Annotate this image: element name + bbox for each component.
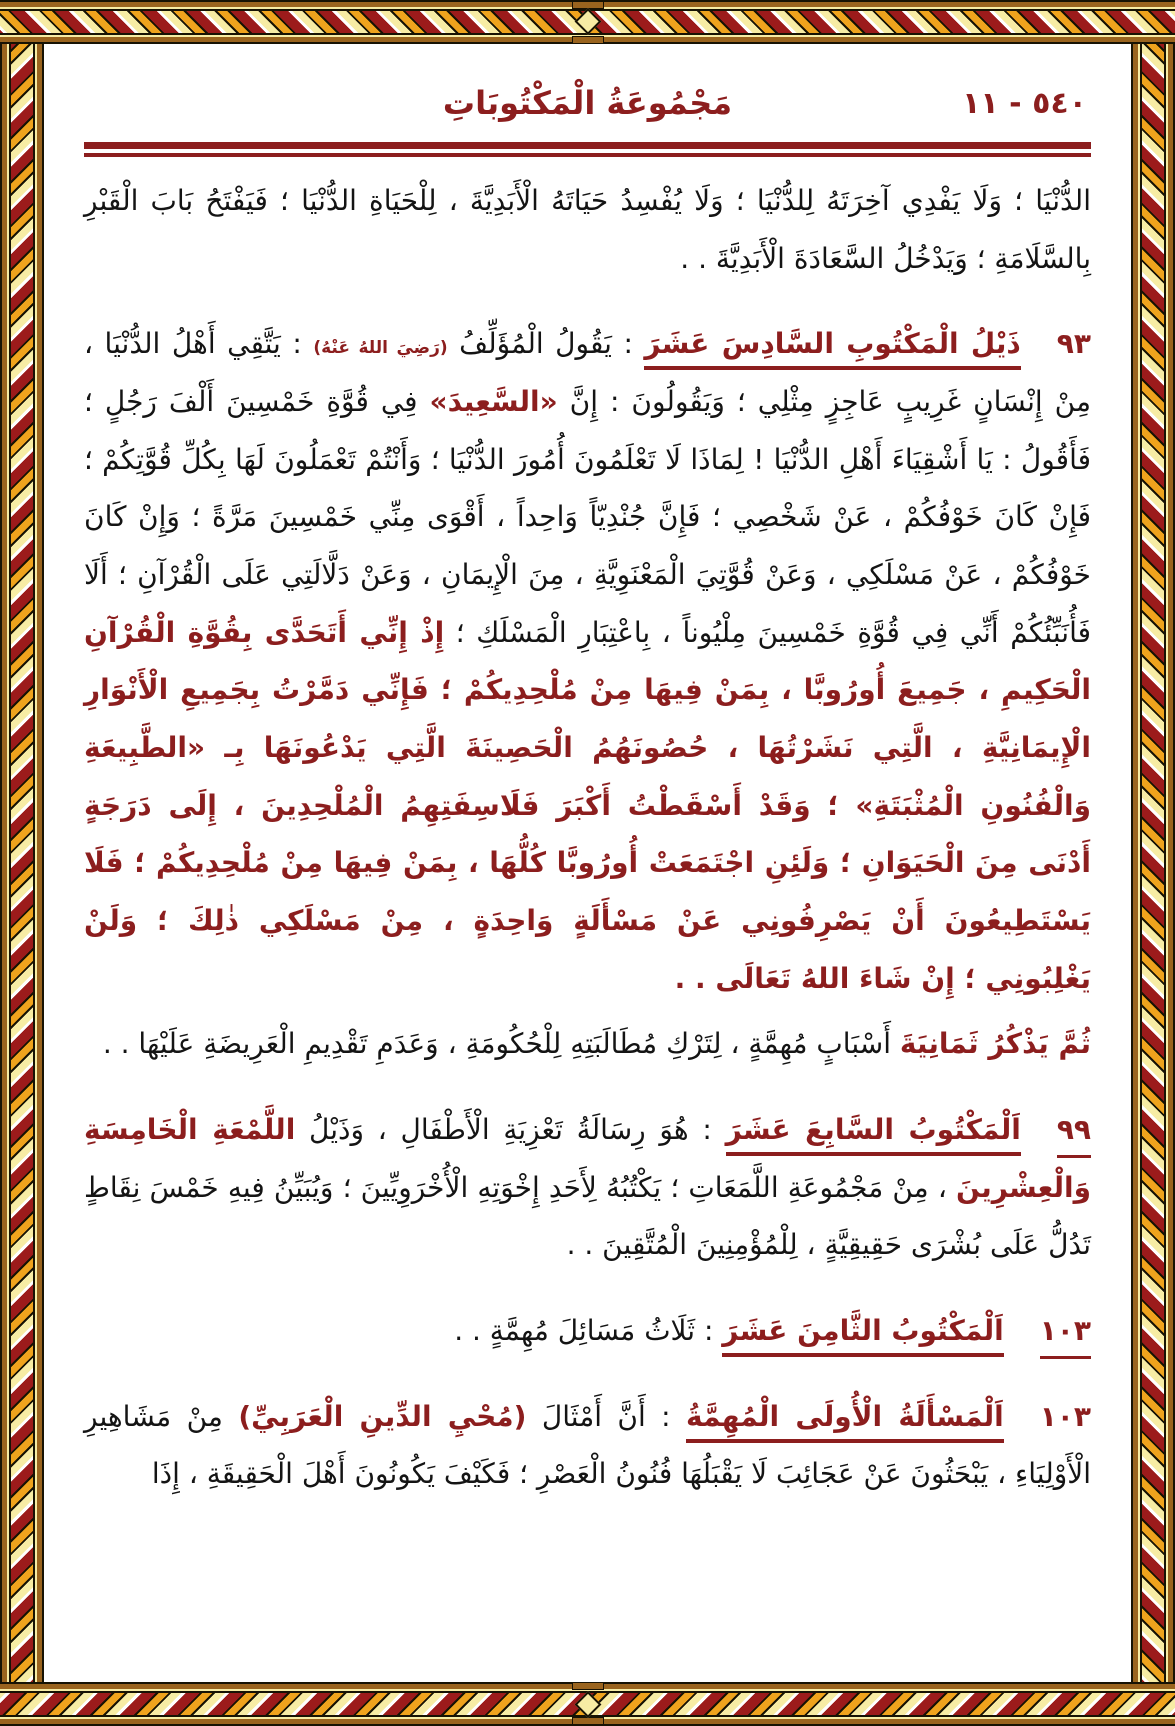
page-number: ٥٤٠ - ١١ [962,86,1087,121]
border-right-band [1131,0,1175,1726]
border-left-band [0,0,44,1726]
book-title: مَجْمُوعَةُ الْمَكْتُوبَاتِ [442,84,733,122]
paragraph [84,172,1091,287]
border-top-tab-inner [572,36,604,44]
item-paragraph [84,1302,1091,1360]
text-segment: اللَّمْعَةِ الْخَامِسَةِ وَالْعِشْرِينَ [84,1113,1091,1204]
text-segment: : يَتَّقِي أَهْلُ الدُّنْيَا ، مِنْ إِنْسَانٍ غَرِيبٍ عَاجِزٍ مِثْلِي ؛ وَيَقُولُونَ : إِنَّ [84,327,1091,419]
header-divider-double-rule [84,142,1091,158]
text-segment: أَسْبَابٍ مُهِمَّةٍ ، لِتَرْكِ مُطَالَبَتِهِ لِلْحُكُومَةِ ، وَعَدَمِ تَقْدِيمِ الْعَرِيضَةِ عَلَيْهَا . . [102,1027,900,1061]
item-paragraph [84,1388,1091,1503]
text-segment: فِي قُوَّةِ خَمْسِينَ أَلْفَ رَجُلٍ ؛ فَأَقُولُ : يَا أَشْقِيَاءَ أَهْلِ الدُّنْيَا ! لِمَاذَا لَا تَعْلَمُونَ أُمُورَ الدُّنْيَا ؛ وَأَنْتُمْ تَعْمَلُونَ لَهَا بِكُلِّ قُوَّتِكُمْ ؛ فَإِنْ كَانَ خَوْفُكُمْ ، عَنْ شَخْصِي ؛ فَإِنَّ جُنْدِيّاً وَاحِداً ، أَقْوَى مِنِّي خَمْسِينَ مَرَّةً ؛ وَإِنْ كَانَ خَوْفُكُمْ ، عَنْ مَسْلَكِي ، وَعَنْ قُوَّتِيَ الْمَعْنَوِيَّةِ ، مِنَ الْإِيمَانِ ، وَعَنْ دَلَّالَتِي عَلَى الْقُرْآنِ ؛ أَلَا فَأُنَبِّئُكُمْ أَنِّي فِي قُوَّةِ خَمْسِينَ مِلْيُوناً ، بِاعْتِبَارِ الْمَسْلَكِ ؛ [84,385,1091,649]
text-segment: مِنْ مَشَاهِيرِ الْأَوْلِيَاءِ ، يَبْحَثُونَ عَنْ عَجَائِبَ لَا يَقْبَلُهَا فُنُونُ الْعَصْرِ ؛ فَكَيْفَ يَكُونُونَ أَهْلَ الْحَقِيقَةِ ، إِذَا [84,1399,1091,1491]
text-segment: الدُّنْيَا ؛ وَلَا يَفْدِي آخِرَتَهُ لِلدُّنْيَا ؛ وَلَا يُفْسِدُ حَيَاتَهُ الْأَبَدِيَّةَ ، لِلْحَيَاةِ الدُّنْيَا ؛ فَيَفْتَحُ بَابَ الْقَبْرِ بِالسَّلَامَةِ ؛ وَيَدْخُلُ السَّعَادَةَ الْأَبَدِيَّةَ . . [84,184,1091,275]
item-paragraph [84,1101,1091,1274]
text-segment: : يَقُولُ الْمُؤَلِّفُ [447,327,645,361]
item-number: ٩٩ [1057,1113,1091,1158]
paragraph [84,1015,1091,1073]
item-number: ١٠٣ [1039,1399,1091,1433]
item-number: ٩٣ [1056,327,1091,361]
text-segment: ، مِنْ مَجْمُوعَةِ اللَّمَعَاتِ ؛ يَكْتُبُهُ لِأَحَدِ إِخْوَتِهِ الْأُخْرَوِيِّينَ ؛ وَيُبَيِّنُ فِيهِ خَمْسَ نِقَاطٍ تَدُلُّ عَلَى بُشْرَى حَقِيقِيَّةٍ ، لِلْمُؤْمِنِينَ الْمُتَّقِينَ . . [84,1170,1091,1262]
page-header [84,60,1091,138]
text-segment: : هُوَ رِسَالَةُ تَعْزِيَةِ الْأَطْفَالِ ، وَذَيْلُ [295,1113,726,1147]
section-heading: اَلْمَسْأَلَةُ الْأُولَى الْمُهِمَّةُ [686,1400,1004,1443]
text-segment: (مُحْيِ الدِّينِ الْعَرَبِيِّ) [238,1399,527,1433]
section-heading: ذَيْلُ الْمَكْتُوبِ السَّادِسَ عَشَرَ [644,327,1020,370]
section-heading: اَلْمَكْتُوبُ السَّابِعَ عَشَرَ [726,1113,1021,1156]
text-segment: ثُمَّ يَذْكُرُ ثَمَانِيَةَ [899,1027,1091,1061]
item-paragraph [84,315,1091,1007]
text-segment: : ثَلَاثُ مَسَائِلَ مُهِمَّةٍ . . [454,1314,723,1348]
border-bottom-tab-inner [572,1682,604,1690]
text-segment: : أَنَّ أَمْثَالَ [526,1399,686,1433]
radiallahu-anhu-seal: (رَضِيَ اللهُ عَنْهُ) [313,338,448,359]
item-number: ١٠٣ [1040,1314,1091,1359]
page-content [44,44,1131,1682]
section-heading: اَلْمَكْتُوبُ الثَّامِنَ عَشَرَ [722,1314,1003,1357]
body-text [84,172,1091,1503]
text-segment: «السَّعِيدَ» [429,385,558,419]
text-segment: إِذْ إِنِّي أَتَحَدَّى بِقُوَّةِ الْقُرْآنِ الْحَكِيمِ ، جَمِيعَ أُورُوبَّا ، بِمَنْ فِيهَا مِنْ مُلْحِدِيكُمْ ؛ فَإِنِّي دَمَّرْتُ بِجَمِيعِ الْأَنْوَارِ الْإِيمَانِيَّةِ ، الَّتِي نَشَرْتُهَا ، حُصُونَهُمُ الْحَصِينَةَ الَّتِي يَدْعُونَهَا بِـ «الطَّبِيعَةِ وَالْفُنُونِ الْمُثْبَتَةِ» ؛ وَقَدْ أَسْقَطْتُ أَكْبَرَ فَلَاسِفَتِهِمُ الْمُلْحِدِينَ ، إِلَى دَرَجَةٍ أَدْنَى مِنَ الْحَيَوَانِ ؛ وَلَئِنِ اجْتَمَعَتْ أُورُوبَّا كُلُّهَا ، بِمَنْ فِيهَا مِنْ مُلْحِدِيكُمْ ؛ فَلَا يَسْتَطِيعُونَ أَنْ يَصْرِفُونِي عَنْ مَسْأَلَةٍ وَاحِدَةٍ ، مِنْ مَسْلَكِي ذٰلِكَ ؛ وَلَنْ يَغْلِبُونِي ؛ إِنْ شَاءَ اللهُ تَعَالَى . . [84,615,1091,995]
